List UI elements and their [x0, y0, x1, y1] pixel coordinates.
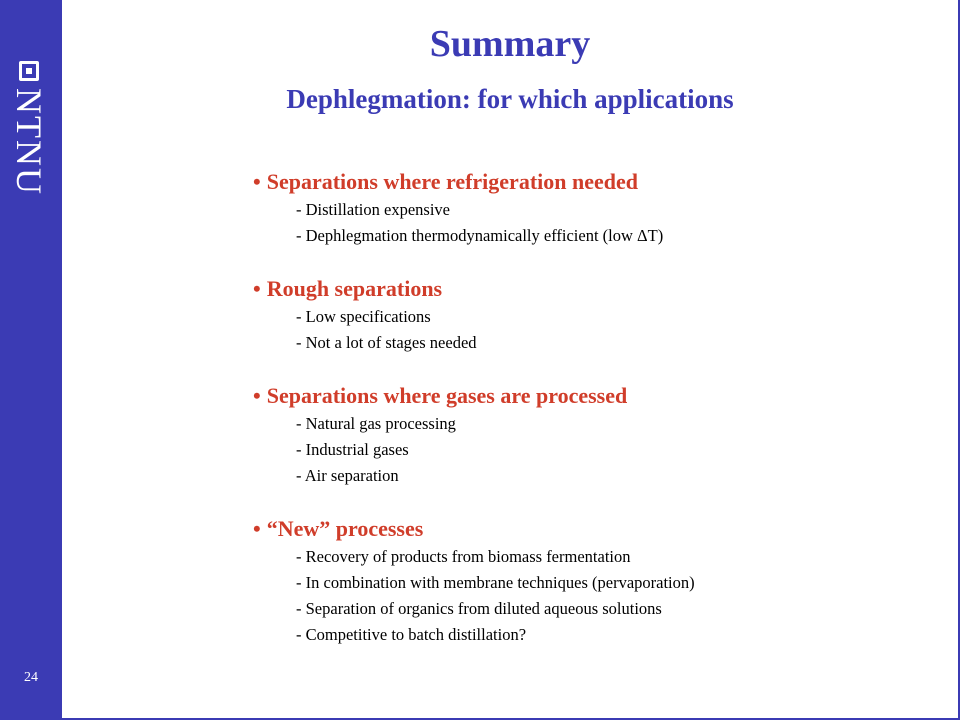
- bullet-icon: •: [253, 516, 261, 541]
- section-heading: [253, 274, 913, 304]
- page-number: 24: [24, 670, 38, 685]
- section-heading: [253, 514, 913, 544]
- list-item: - Air separation: [296, 466, 399, 485]
- section-refrigeration: [253, 167, 913, 249]
- logo-text: NTNU: [9, 88, 49, 196]
- content-list: [253, 167, 913, 673]
- section-gases: [253, 381, 913, 489]
- bullet-icon: •: [253, 383, 261, 408]
- section-heading: [253, 167, 913, 197]
- item-list: [253, 544, 913, 648]
- list-item: - Recovery of products from biomass fermentation: [296, 547, 631, 566]
- ntnu-logo-icon: [19, 61, 39, 81]
- section-heading-text: “New” processes: [266, 516, 424, 541]
- section-heading-text: Rough separations: [266, 276, 443, 301]
- page-subtitle: Dephlegmation: for which applications: [286, 84, 734, 114]
- section-new-processes: [253, 514, 913, 648]
- list-item: - In combination with membrane techniques (pervaporation): [296, 573, 695, 592]
- list-item: - Competitive to batch distillation?: [296, 625, 527, 644]
- item-list: [253, 197, 913, 249]
- sidebar: [0, 0, 62, 720]
- list-item: - Not a lot of stages needed: [296, 333, 477, 352]
- bullet-icon: •: [253, 276, 261, 301]
- section-heading: [253, 381, 913, 411]
- section-heading-text: Separations where refrigeration needed: [266, 169, 638, 194]
- section-heading-text: Separations where gases are processed: [266, 383, 628, 408]
- item-list: [253, 304, 913, 356]
- bullet-icon: •: [253, 169, 261, 194]
- list-item: - Distillation expensive: [296, 200, 450, 219]
- section-rough: [253, 274, 913, 356]
- list-item: - Separation of organics from diluted aqueous solutions: [296, 599, 662, 618]
- page-title: Summary: [429, 23, 591, 65]
- list-item: - Natural gas processing: [296, 414, 456, 433]
- list-item: - Dephlegmation thermodynamically efficient (low ΔT): [296, 226, 664, 245]
- list-item: - Industrial gases: [296, 440, 409, 459]
- list-item: - Low specifications: [296, 307, 431, 326]
- item-list: [253, 411, 913, 489]
